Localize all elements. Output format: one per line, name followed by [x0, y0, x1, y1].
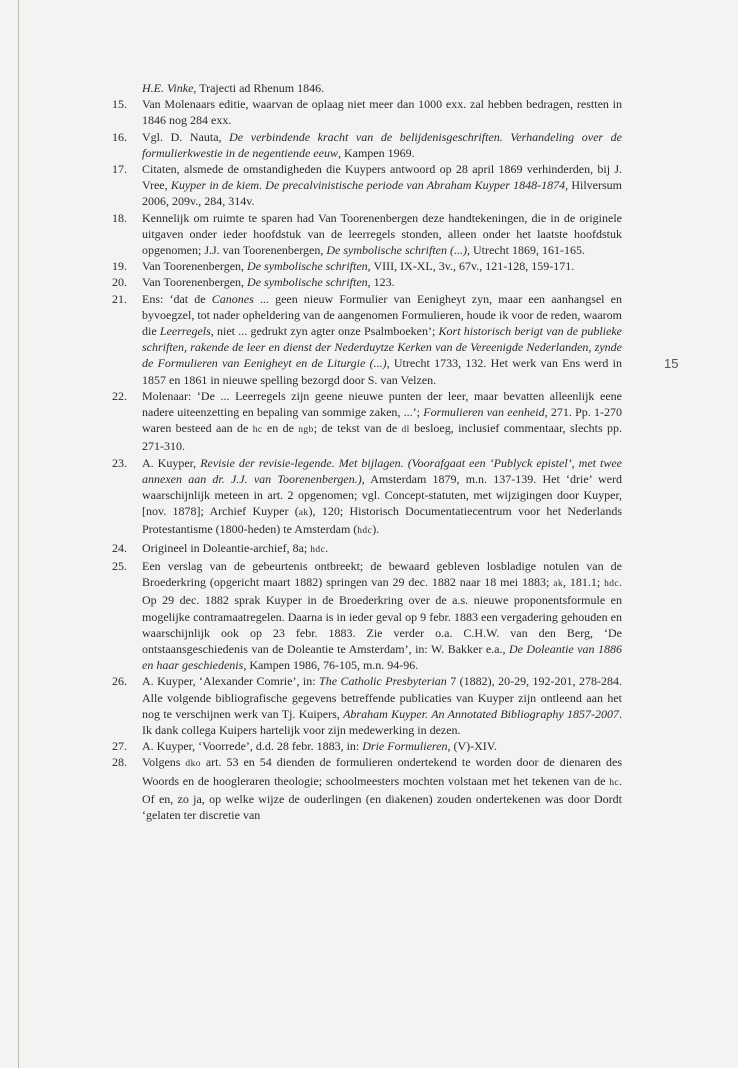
- footnote: [112, 129, 622, 161]
- footnote: [112, 455, 622, 540]
- footnote: [112, 274, 622, 290]
- footnote-number: 19.: [112, 259, 127, 274]
- footnote: [112, 161, 622, 210]
- footnote-number: 15.: [112, 97, 127, 112]
- footnote: [112, 540, 622, 558]
- footnote-number: 26.: [112, 674, 127, 689]
- footnote-number: 17.: [112, 162, 127, 177]
- footnote-text: Van Toorenenbergen, De symbolische schriften, 123.: [142, 275, 395, 290]
- footnote-text: Origineel in Doleantie-archief, 8a; hdc.: [142, 540, 329, 555]
- footnote-text: Volgens dko art. 53 en 54 dienden de formulieren ondertekend te worden door de dienaren des Woords en de hoogleraren theologie; schoolmeesters mochten volstaan met het tekenen van de hc. Of en, zo ja, op welke wijze de ouderlingen (en diakenen) zouden ondertekenen was door Dordt ‘gelaten ter discretie van: [142, 755, 622, 822]
- footnote-text: Citaten, alsmede de omstandigheden die Kuypers antwoord op 28 april 1869 verhinderden, bij J. Vree, Kuyper in de kiem. De precalvinistische periode van Abraham Kuyper 1848-1874, Hilversum 2006, 209v., 284, 314v.: [142, 162, 623, 209]
- footnote: [112, 96, 622, 128]
- footnote: [112, 558, 622, 673]
- footnote-text: A. Kuyper, ‘Voorrede’, d.d. 28 febr. 1883, in: Drie Formulieren, (V)-XIV.: [142, 739, 497, 754]
- footnote: [112, 80, 622, 96]
- footnote-number: 16.: [112, 129, 127, 144]
- page-edge-line: [18, 0, 19, 1068]
- footnote: [112, 673, 622, 738]
- footnote-number: 24.: [112, 540, 127, 555]
- footnote-text: Een verslag van de gebeurtenis ontbreekt; de bewaard gebleven losbladige notulen van de Broederkring (opgericht maart 1882) springen van 29 dec. 1882 naar 18 mei 1883; ak, 181.1; hdc. Op 29 dec. 1882 sprak Kuyper in de Broederkring over de a.s. nieuwe proponentsformule en mogelijke contramaatregelen. Daarna is in ieder geval op 9 febr. 1883 een vergadering gehouden en waarschijnlijk ook op 23 febr. 1883. Zie verder o.a. C.H.W. van den Berg, ‘De ontstaansgeschiedenis van de Doleantie te Amsterdam’, in: W. Bakker e.a., De Doleantie van 1886 en haar geschiedenis, Kampen 1986, 76-105, m.n. 94-96.: [142, 558, 623, 673]
- footnotes-list: [112, 80, 622, 823]
- footnote-text: Vgl. D. Nauta, De verbindende kracht van de belijdenisgeschriften. Verhandeling over de formulierkwestie in de negentiende eeuw, Kampen 1969.: [142, 129, 622, 160]
- footnote: [112, 210, 622, 259]
- footnote: [112, 388, 622, 455]
- page-number: 15: [664, 356, 679, 371]
- footnote-text: A. Kuyper, Revisie der revisie-legende. Met bijlagen. (Voorafgaat een ‘Publyck epistel’, met twee annexen aan dr. J.J. van Toorenenbergen.), Amsterdam 1879, m.n. 137-139. Het ‘drie’ werd waarschijnlijk meteen in art. 2 opgenomen; vgl. Concept-statuten, met wijzigingen door Kuyper, [nov. 1878]; Archief Kuyper (ak), 120; Historisch Documentatiecentrum voor het Nederlands Protestantisme (1800-heden) te Amsterdam (hdc).: [142, 455, 623, 537]
- footnote-text: H.E. Vinke, Trajecti ad Rhenum 1846.: [142, 81, 325, 95]
- footnote-number: 22.: [112, 388, 127, 403]
- footnote: [112, 291, 622, 388]
- footnote: [112, 258, 622, 274]
- footnote-number: 25.: [112, 558, 127, 573]
- footnote-text: Van Toorenenbergen, De symbolische schriften, VIII, IX-XL, 3v., 67v., 121-128, 159-171.: [142, 259, 575, 274]
- footnote-number: 23.: [112, 455, 127, 470]
- footnote-text: A. Kuyper, ‘Alexander Comrie’, in: The Catholic Presbyterian 7 (1882), 20-29, 192-201, 278-284. Alle volgende bibliografische gegevens betreffende publicaties van Kuyper zijn ontleend aan het nog te verschijnen werk van Tj. Kuipers, Abraham Kuyper. An Annotated Bibliography 1857-2007. Ik dank collega Kuipers hartelijk voor zijn medewerking in dezen.: [142, 674, 622, 737]
- footnote-number: 27.: [112, 739, 127, 754]
- footnote-number: 28.: [112, 755, 127, 770]
- footnote-text: Ens: ‘dat de Canones ... geen nieuw Formulier van Eenigheyt zyn, maar een aanhangsel en byvoegzel, tot nader opheldering van de aangenomen Formulieren, houde ik voor de reden, waarom die Leerregels, niet ... gedrukt zyn agter onze Psalmboeken’; Kort historisch berigt van de publieke schriften, rakende de leer en dienst der Nederduytze Kerken van de Vereenigde Nederlanden, zynde de Formulieren van Eenigheyt en de Liturgie (...), Utrecht 1733, 132. Het werk van Ens werd in 1857 en 1861 in nieuwe spelling bezorgd door S. van Velzen.: [142, 291, 622, 387]
- footnote-number: 21.: [112, 291, 127, 306]
- footnote-text: Kennelijk om ruimte te sparen had Van Toorenenbergen deze handtekeningen, die in de originele uitgaven onder ieder hoofdstuk van de leerregels stonden, alleen onder het laatste hoofdstuk opgenomen; J.J. van Toorenenbergen, De symbolische schriften (...), Utrecht 1869, 161-165.: [142, 210, 622, 258]
- footnote: [112, 738, 622, 754]
- footnote-number: 20.: [112, 275, 127, 290]
- footnote: [112, 754, 622, 823]
- footnote-number: 18.: [112, 210, 127, 225]
- footnote-text: Van Molenaars editie, waarvan de oplaag niet meer dan 1000 exx. zal hebben bedragen, restten in 1846 nog 284 exx.: [142, 97, 622, 128]
- footnote-number: [112, 80, 142, 96]
- footnote-text: Molenaar: ‘De ... Leerregels zijn geene nieuwe punten der leer, maar bevatten alleenlijk eene nadere uiteenzetting en bepaling van sommige zaken, ...’; Formulieren van eenheid, 271. Pp. 1-270 waren besteed aan de hc en de ngb; de tekst van de dl besloeg, inclusief commentaar, slechts pp. 271-310.: [142, 388, 623, 454]
